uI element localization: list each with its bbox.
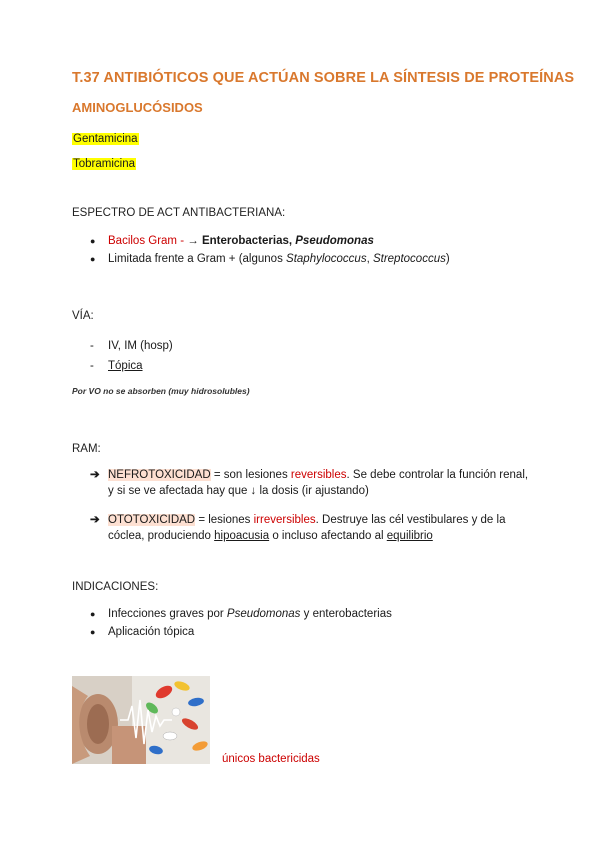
list-item <box>90 232 540 250</box>
drug-name: Tobramicina <box>73 158 135 170</box>
list-item <box>90 250 540 268</box>
spectrum-heading: ESPECTRO DE ACT ANTIBACTERIANA: <box>72 207 286 219</box>
dash-icon: - <box>90 340 94 352</box>
indications-list <box>90 605 530 641</box>
ram-item-oto <box>90 512 530 544</box>
text: . Destruye las cél vestibulares y de la cóclea, produciendo <box>108 514 506 542</box>
arrow-right-icon: ➔ <box>90 469 100 481</box>
text-italic: Staphylococcus <box>286 253 367 265</box>
ear-pills-illustration <box>72 676 210 764</box>
text-underlined: Tópica <box>108 360 143 372</box>
dash-icon: - <box>90 360 94 372</box>
text-highlight: OTOTOXICIDAD <box>108 514 196 526</box>
text: Aplicación tópica <box>108 626 195 638</box>
text-bold-italic: Pseudomonas <box>295 235 374 247</box>
list-item <box>90 336 390 356</box>
via-heading: VÍA: <box>72 310 94 322</box>
text: = son lesiones <box>210 469 291 481</box>
drug-name: Gentamicina <box>73 133 138 145</box>
text: . Se debe controlar la función renal, y si se ve afectada hay que ↓ la dosis (ir ajustando) <box>108 469 529 497</box>
text-red: reversibles <box>290 469 347 481</box>
via-note: Por VO no se absorben (muy hidrosolubles) <box>72 386 250 396</box>
drug-gentamicina <box>72 129 139 147</box>
ram-item-nefro <box>90 467 530 499</box>
via-list <box>90 336 390 376</box>
spectrum-list <box>90 232 540 268</box>
text-italic: Pseudomonas <box>226 608 301 620</box>
text-underlined: hipoacusia <box>214 530 270 542</box>
list-item <box>90 512 530 544</box>
text-highlight: NEFROTOXICIDAD <box>108 469 211 481</box>
list-item <box>90 467 530 499</box>
bullet-icon: ● <box>90 627 96 637</box>
section-subtitle: AMINOGLUCÓSIDOS <box>72 100 203 115</box>
drug-tobramicina <box>72 154 136 172</box>
ear-pills-image <box>72 676 210 764</box>
ram-heading: RAM: <box>72 443 101 455</box>
bullet-icon: ● <box>90 609 96 619</box>
page-title: T.37 ANTIBIÓTICOS QUE ACTÚAN SOBRE LA SÍNTESIS DE PROTEÍNAS <box>72 70 575 86</box>
text: Infecciones graves por <box>108 608 227 620</box>
text-underlined: equilibrio <box>386 530 433 542</box>
text-red: Bacilos Gram - <box>108 235 185 247</box>
text-red: irreversibles <box>253 514 316 526</box>
text-bold: Enterobacterias, <box>201 235 296 247</box>
indications-heading: INDICACIONES: <box>72 581 159 593</box>
text: = lesiones <box>195 514 254 526</box>
arrow-text: → <box>184 235 202 247</box>
list-item <box>90 605 530 623</box>
bullet-icon: ● <box>90 254 96 264</box>
text: ) <box>445 253 450 265</box>
list-item <box>90 356 390 376</box>
arrow-right-icon: ➔ <box>90 514 100 526</box>
bullet-icon: ● <box>90 236 96 246</box>
text: y enterobacterias <box>300 608 392 620</box>
list-item <box>90 623 530 641</box>
text: Limitada frente a Gram + (algunos <box>108 253 287 265</box>
text: o incluso afectando al <box>269 530 387 542</box>
text: IV, IM (hosp) <box>108 340 173 352</box>
text: , <box>366 253 373 265</box>
text-italic: Streptococcus <box>372 253 446 265</box>
footer-note: únicos bactericidas <box>222 753 320 765</box>
